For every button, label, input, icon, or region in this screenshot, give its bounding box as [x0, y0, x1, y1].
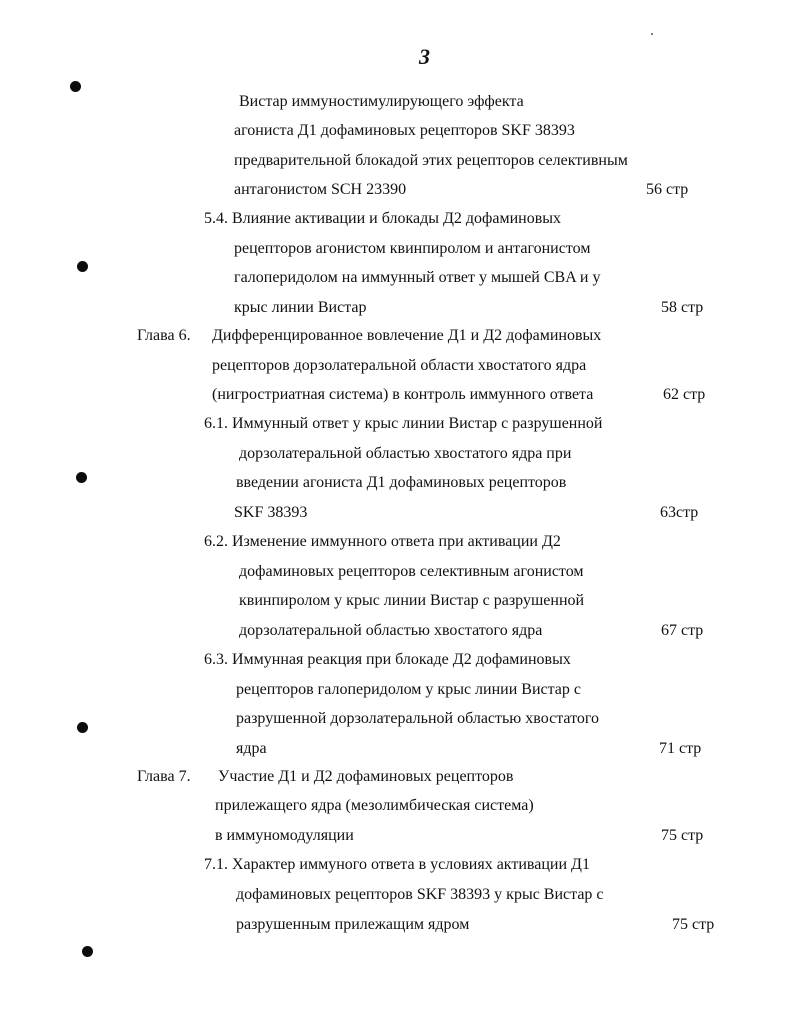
toc-page-ref: 75 стр — [672, 916, 715, 933]
toc-page-ref: 71 стр — [659, 740, 702, 757]
toc-line: галоперидолом на иммунный ответ у мышей CBA и у — [234, 269, 601, 286]
toc-line: 6.1. Иммунный ответ у крыс линии Вистар с разрушенной — [204, 415, 603, 432]
toc-line: (нигростриатная система) в контроль иммунного ответа — [212, 386, 594, 403]
punch-hole — [82, 946, 93, 957]
toc-line: Вистар иммуностимулирующего эффекта — [239, 93, 524, 110]
toc-page-ref: 75 стр — [661, 827, 704, 844]
punch-hole — [77, 722, 88, 733]
toc-page-ref: 62 стр — [663, 386, 706, 403]
toc-line: разрушенным прилежащим ядром — [236, 916, 470, 933]
toc-line: рецепторов агонистом квинпиролом и антагонистом — [234, 240, 591, 257]
toc-line: в иммуномодуляции — [215, 827, 354, 844]
toc-line: рецепторов дорзолатеральной области хвостатого ядра — [212, 357, 587, 374]
toc-line: Участие Д1 и Д2 дофаминовых рецепторов — [218, 768, 514, 785]
toc-line: введении агониста Д1 дофаминовых рецепторов — [236, 474, 567, 491]
toc-line: дофаминовых рецепторов SKF 38393 у крыс Вистар с — [236, 886, 604, 903]
toc-line: агониста Д1 дофаминовых рецепторов SKF 38393 — [234, 122, 575, 139]
toc-line: прилежащего ядра (мезолимбическая система) — [215, 797, 534, 814]
toc-line: ядра — [236, 740, 267, 757]
toc-line: дофаминовых рецепторов селективным агонистом — [239, 563, 584, 580]
toc-page-ref: 67 стр — [661, 622, 704, 639]
toc-line: 6.2. Изменение иммунного ответа при активации Д2 — [204, 533, 561, 550]
toc-line: антагонистом SCH 23390 — [234, 181, 407, 198]
toc-chapter-label: Глава 6. — [137, 327, 191, 344]
toc-line: дорзолатеральной областью хвостатого ядра — [239, 622, 543, 639]
toc-line: Дифференцированное вовлечение Д1 и Д2 дофаминовых — [212, 327, 602, 344]
toc-line: предварительной блокадой этих рецепторов селективным — [234, 152, 628, 169]
toc-line: разрушенной дорзолатеральной областью хвостатого — [236, 710, 600, 727]
toc-page-ref: 58 стр — [661, 299, 704, 316]
toc-page-ref: 56 стр — [646, 181, 689, 198]
toc-chapter-label: Глава 7. — [137, 768, 191, 785]
toc-line: SKF 38393 — [234, 504, 308, 521]
punch-hole — [76, 472, 87, 483]
punch-hole — [70, 81, 81, 92]
toc-line: крыс линии Вистар — [234, 299, 367, 316]
toc-line: 5.4. Влияние активации и блокады Д2 дофаминовых — [204, 210, 562, 227]
toc-line: 6.3. Иммунная реакция при блокаде Д2 дофаминовых — [204, 651, 571, 668]
toc-line: дорзолатеральной областью хвостатого ядра при — [239, 445, 572, 462]
scan-speck — [651, 33, 653, 35]
punch-hole — [77, 261, 88, 272]
toc-line: рецепторов галоперидолом у крыс линии Вистар с — [236, 681, 581, 698]
toc-page-ref: 63стр — [660, 504, 699, 521]
toc-line: квинпиролом у крыс линии Вистар с разрушенной — [239, 592, 585, 609]
toc-line: 7.1. Характер иммуного ответа в условиях активации Д1 — [204, 856, 590, 873]
page-number: 3 — [419, 44, 430, 69]
